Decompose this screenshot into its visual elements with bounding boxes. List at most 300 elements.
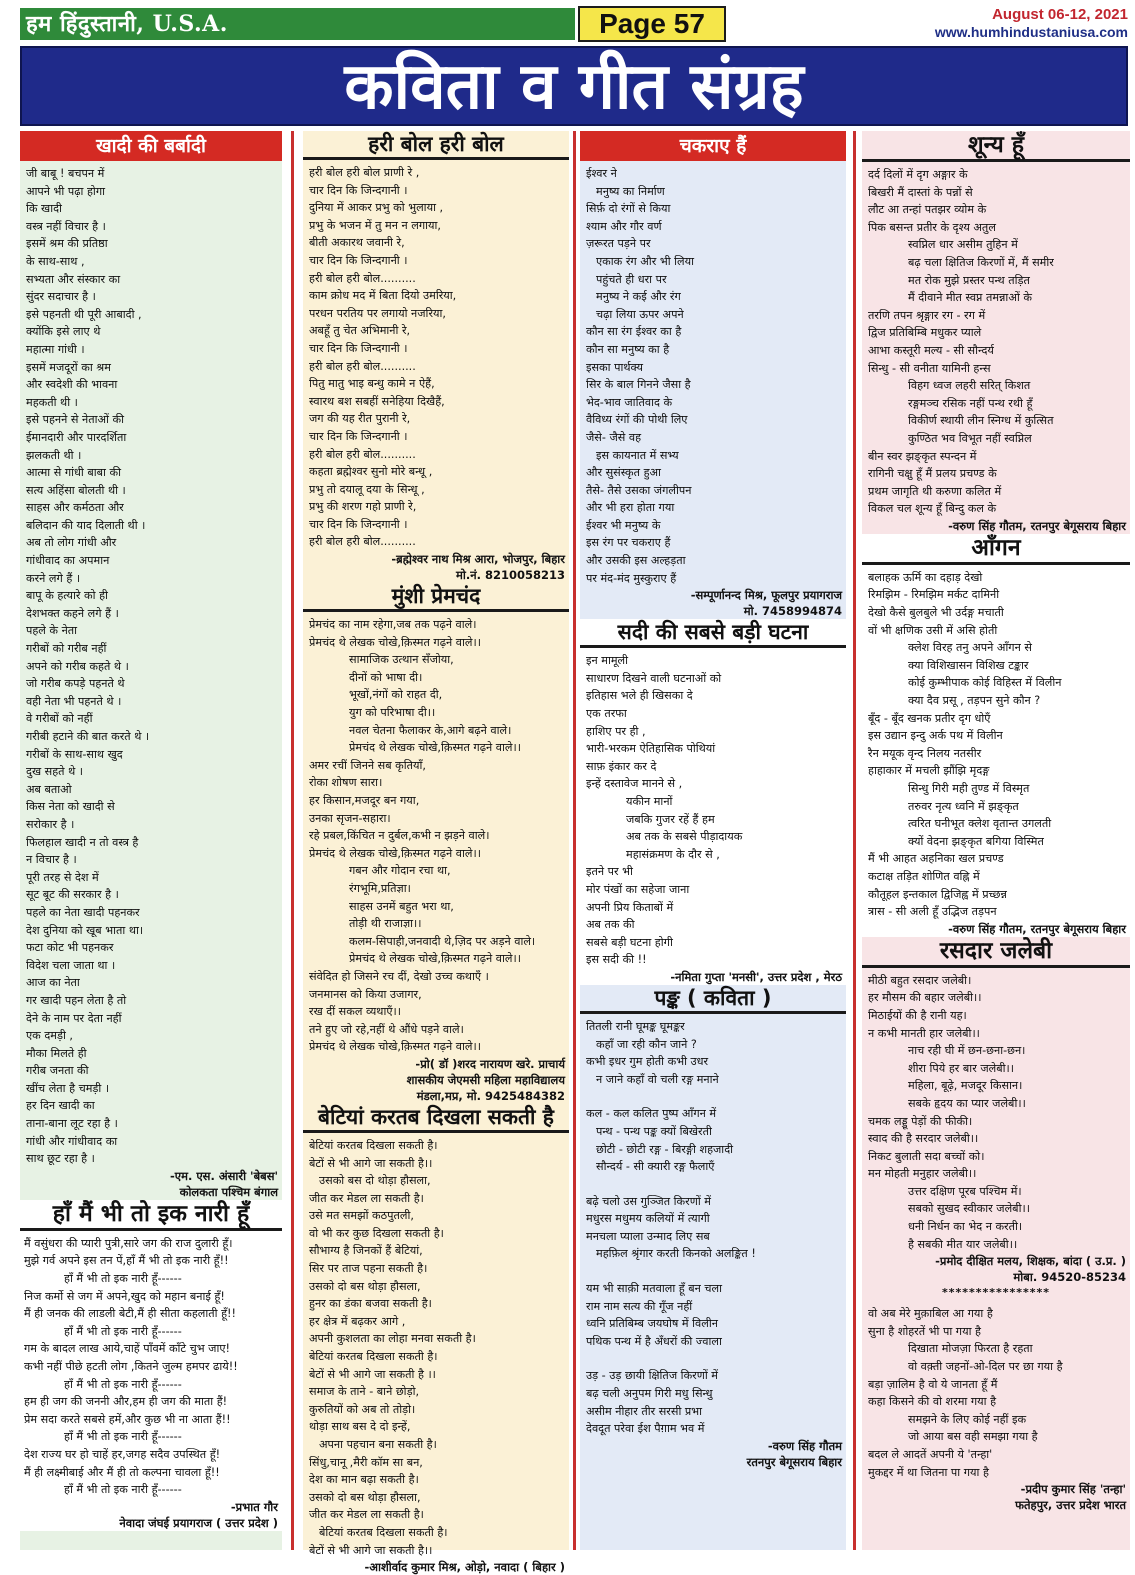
poem-line: जो गरीब कपड़े पहनते थे (26, 677, 125, 691)
poem-line: चार दिन कि जिन्दगानी । (309, 253, 408, 267)
poem-title: शून्य हूँ (862, 131, 1130, 162)
poem-line: पिक बसन्त प्रतीर के दृश्य अतुल (868, 220, 996, 234)
poem-line: बीन स्वर झङ्कृत स्पन्दन में (868, 449, 977, 463)
poem-author: -एम. एस. अंसारी 'बेबस' (169, 1168, 278, 1183)
poem-line: क्या विशिखासन विशिख टङ्कार (908, 658, 1029, 672)
poem-line: बेटियां करतब दिखला सकती है। (309, 1350, 438, 1364)
poem-line: झलकती थी । (26, 448, 82, 462)
poem-line: मीठी बहुत रसदार जलेबी। (868, 973, 972, 987)
poem-line: बड़ा ज़ालिम है वो ये जानता हूँ मैं (868, 1377, 998, 1391)
poem-line: बेटों से भी आगे जा सकती है।। (309, 1156, 433, 1170)
poem-author: -प्रदीप कुमार सिंह 'तन्हा' (1020, 1482, 1126, 1497)
poem-line: देश का मान बढ़ा सकती है। (309, 1473, 419, 1487)
poem-line: मन मोहती मनुहार जलेबी।। (868, 1167, 977, 1181)
poem-line: बढ़ चली अनुपम गिरी मधु सिन्धु (586, 1387, 713, 1401)
poem-line: सरोकार है । (26, 817, 75, 831)
poem-author-institution: शासकीय जेएमसी महिला महाविद्यालय (406, 1072, 565, 1087)
poem-line: स्वप्निल धार असीम तुहिन में (908, 238, 1018, 252)
poem-line: चार दिन कि जिन्दगानी । (309, 183, 408, 197)
poem-line: इस कायनात में सभ्य (596, 448, 679, 462)
poem-author: -आशीर्वाद कुमार मिश्र, ओड़ो, नवादा ( बिहार ) (364, 1560, 565, 1575)
poem-line: प्रेमचंद थे लेखक चोखे,क़िस्मत गढ़ने वाले।। (349, 741, 521, 755)
poem-line: सौन्दर्य - सी क्यारी रङ्ग फैलाएँ (596, 1160, 715, 1174)
poem-line: किस नेता को खादी से (26, 800, 115, 814)
poem-line: क्यों वेदना झङ्कृत बगिया विस्मित (908, 834, 1044, 848)
poem-line: जीत कर मेडल ला सकती है। (309, 1508, 424, 1522)
poem-line: रैन मयूक वृन्द निलय नतसीर (868, 746, 982, 760)
poem-line: ईश्वर ने (586, 167, 617, 180)
poem-line: बूँद - बूँद खनक प्रतीर दृग धोएँ (868, 711, 991, 725)
poem-line: ताना-बाना लूट रहा है । (26, 1117, 118, 1131)
poem-line: मनचला प्याला उन्माद लिए सब (586, 1229, 710, 1243)
poem-line: इसे पहनने से नेताओं की (26, 413, 124, 427)
poem-line: देवदूत परेवा ईश पैग़ाम भव में (586, 1422, 705, 1436)
poem-line: जीत कर मेडल ला सकती है। (309, 1191, 424, 1205)
poem-line: एक दमड़ी , (26, 1029, 73, 1043)
poem-line: दीनों को भाषा दी। (349, 670, 423, 684)
poem-line: कौन सा रंग ईश्वर का है (586, 325, 682, 339)
poem-line: कटाक्ष तड़ित शोणित वह्नि में (868, 869, 980, 883)
poem-line: प्रेमचंद थे लेखक चोखे,क़िस्मत गढ़ने वाले।। (309, 1040, 481, 1054)
poem-line: प्रभु तो दयालू दया के सिन्धू , (309, 482, 425, 496)
poem-line: अपनी कुशलता का लोहा मनवा सकती है। (309, 1332, 476, 1346)
poem-line: मैं ही लक्ष्मीबाई और मैं ही तो कल्पना चावला हूँ!! (24, 1465, 220, 1479)
poem-author: -नमिता गुप्ता 'मनसी', उत्तर प्रदेश , मेरठ (580, 969, 846, 985)
poem-line: वैविध्य रंगों की पोथी लिए (586, 413, 688, 427)
website-link[interactable]: www.humhindustaniusa.com (934, 24, 1128, 40)
poem-line: अब तक के सबसे पीड़ादायक (626, 830, 743, 844)
poem-line: काम क्रोध मद में बिता दियो उमरिया, (309, 289, 457, 303)
poem-line: पथिक पन्थ में है अँधरों की ज्वाला (586, 1334, 722, 1348)
poem-line: भूखों,नंगों को राहत दी, (349, 688, 443, 702)
poem-line: मौका मिलते ही (26, 1046, 87, 1060)
poem-line: मुझे गर्व अपने इस तन पें,हाँ मैं भी तो इक नारी हूँ!! (24, 1254, 229, 1268)
poem-line: चार दिन कि जिन्दगानी । (309, 429, 408, 443)
poem-line: कहता ब्रह्मेश्वर सुनो मोरे बन्धू , (309, 465, 433, 479)
poem-line: बलिदान की याद दिलाती थी । (26, 518, 146, 532)
poem-line: अब तक की (586, 918, 635, 932)
poem-line: विकल चल शून्य हूँ बिन्दु कल के (868, 502, 997, 516)
poem-line: कभी नहीं पीछे हटती लोग ,कितने जुल्म हमपर ढाये!! (24, 1360, 238, 1373)
poem-line: गांधीवाद का अपमान (26, 554, 110, 568)
poem-line: महफ़िल श्रृंगार करती किनको अलङ्कित ! (596, 1247, 756, 1261)
poem-line: तितली रानी घूमङ्क घूमङ्कर (586, 1019, 685, 1033)
poem-line: कभी इधर गुम होती कभी उधर (586, 1055, 709, 1069)
poem-line: गबन और गोदान रचा था, (349, 864, 451, 878)
poem-title: बेटियां करतब दिखला सकती है (303, 1104, 569, 1133)
poem-line: तैसे- तैसे उसका जंगलीपन (586, 483, 692, 497)
poem-line: क्या दैव प्रसू , तड़पन सुने कौन ? (908, 694, 1041, 708)
poem-line: न कभी मानती हार जलेबी।। (868, 1026, 980, 1040)
poem-body (580, 648, 846, 969)
poem-line: गरीबी हटाने की बात करते थे । (26, 730, 150, 743)
poem-line: गरीबों के साथ-साथ खुद (26, 747, 123, 761)
poem-line: इसका पार्थक्य (586, 360, 643, 374)
poem-line: महासंक्रमण के दौर से , (626, 847, 720, 861)
poem-line: विहग ध्वज लहरी सरित् किशत (908, 379, 1031, 393)
poem-line: मुकद्दर में था जितना पा गया है (868, 1465, 989, 1479)
poem-line: भारी-भरकम ऐतिहासिक पोथियां (586, 742, 716, 756)
poem-line: अपनी प्रिय किताबों में (586, 900, 674, 914)
section-banner-title: कविता व गीत संग्रह (20, 46, 1128, 126)
poem-line: समाज के ताने - बाने छोड़ो, (309, 1385, 420, 1399)
poem-line: युग को परिभाषा दी।। (349, 706, 436, 720)
poem-line: कि खादी (26, 202, 62, 216)
poem-line: दिखाता मोजज़ा फिरता है रहता (908, 1342, 1033, 1356)
poem-line: आत्मा से गांधी बाबा की (26, 466, 121, 480)
poem-line: पन्थ - पन्थ पङ्क क्यों बिखेरती (596, 1124, 712, 1138)
poem-line: इसे पहनती थी पूरी आबादी , (26, 307, 142, 321)
poem-author-mobile: मोबा. 94520-85234 (1013, 1270, 1126, 1285)
poem-line: सिन्धु - सी वनीता यामिनी हन्स (868, 361, 991, 375)
poem-line: बलाहक ऊर्मि का दहाड़ देखो (868, 570, 983, 584)
poem-line: हरी बोल हरी बोल.......... (309, 271, 416, 285)
poem-line: इन मामूली (586, 654, 629, 668)
poem-line: मनुष्य ने कई और रंग (596, 290, 681, 304)
poem-line: निज कर्मो से जग में अपने,खुद को महान बनाई हूँ! (24, 1289, 225, 1303)
poem-line: बदल ले आदतें अपनी ये 'तन्हा' (868, 1448, 993, 1461)
poem-line: प्रभु की शरण गहो प्राणी रे, (309, 500, 417, 514)
poem-line: विकीर्ण स्थायी लीन स्निग्ध में कुत्सित (908, 414, 1054, 428)
poem-line: अब तो लोग गांधी और (26, 536, 117, 550)
poem-line: समझने के लिए कोई नहीं इक (908, 1412, 1027, 1426)
poem-body (580, 161, 846, 587)
poem-line: चमक लड्डू पेड़ों की फीकी। (868, 1114, 973, 1128)
poem-line: ज़रूरत पड़ने पर (586, 237, 651, 251)
poem-line: बापू के हत्यारे को ही (26, 589, 108, 603)
poem-line: पहले के नेता (26, 624, 78, 638)
poem-line: जनमानस को किया उजागर, (309, 987, 422, 1001)
poem-title: मुंशी प्रेमचंद (303, 583, 569, 612)
poem-line: स्वारथ बश सबहीं सनेहिया दिखैहैं, (309, 394, 445, 408)
poem-line: मोर पंखों का सहेजा जाना (586, 882, 690, 896)
poem-line: चढ़ा लिया ऊपर अपने (596, 307, 684, 321)
newspaper-brand: हम हिंदुस्तानी, U.S.A. (20, 8, 575, 40)
poem-line: प्रेमचंद थे लेखक चोखे,क़िस्मत गढ़ने वाले।। (309, 635, 481, 649)
poem-line: प्रथम जागृति थी करुणा कलित में (868, 484, 1002, 498)
poem-line: चार दिन कि जिन्दगानी । (309, 517, 408, 531)
poem-line: सुना है शोहरतें भी पा गया है (868, 1324, 981, 1338)
poem-line: रख दीं सकल व्यथाएँ।। (309, 1005, 402, 1019)
poem-line: सामाजिक उत्थान सँजोया, (349, 653, 454, 667)
poem-line: रङ्गमञ्च रसिक नहीं पन्थ रथी हूँ (908, 396, 1033, 410)
poem-line: उसको दो बस थोड़ा हौसला, (309, 1279, 421, 1293)
poem-line: हम ही जग की जननी और,हम ही जग की माता हैं! (24, 1395, 228, 1409)
poem-title: खादी की बर्बादी (20, 131, 282, 161)
poem-line: कुरुतियों को अब तो तोड़ो। (309, 1402, 416, 1416)
poem-line: मैं ही जनक की लाडली बेटी,मैं ही सीता कहलाती हूँ!! (24, 1307, 237, 1321)
poem-line: हाँ मैं भी तो इक नारी हूँ------ (64, 1430, 182, 1444)
poem-line: सिन्धु गिरी मही तुण्ड में विस्मृत (908, 782, 1030, 795)
poem-line: बेटों से भी आगे जा सकती है।। (309, 1543, 433, 1557)
poem-line: है सबकी मीत यार जलेबी।। (908, 1237, 1018, 1251)
poem-line: रहे प्रबल,किंचित न दुर्बल,कभी न झड़ने वाले। (309, 829, 490, 843)
poem-line: बेटियां करतब दिखला सकती है। (319, 1525, 448, 1539)
poem-title: सदी की सबसे बड़ी घटना (580, 619, 846, 648)
poem-line: कौन सा मनुष्य का है (586, 342, 670, 356)
poem-line: हरी बोल हरी बोल.......... (309, 447, 416, 461)
poem-line: धनी निर्धन का भेद न करती। (908, 1220, 1023, 1234)
poem-line: गरीब जनता की (26, 1064, 89, 1078)
poem-line: कलम-सिपाही,जनवादी थे,ज़िद पर अड़ने वाले। (349, 934, 536, 948)
poem-line: रोका शोषण सारा। (309, 776, 383, 790)
poem-line: असीम नीहार तीर सरसी प्रभा (586, 1404, 703, 1418)
poem-author: -प्रभात गौर (20, 1499, 282, 1515)
poem-body (862, 565, 1130, 921)
poem-line: न जाने कहाँ वो चली रङ्ग मनाने (596, 1072, 719, 1086)
poem-line: अपने को गरीब कहते थे । (26, 659, 129, 673)
poem-line: ईश्वर भी मनुष्य के (586, 518, 661, 532)
poem-line: सबके हृदय का प्यार जलेबी।। (908, 1096, 1026, 1110)
poem-line: मत रोक मुझे प्रस्तर पन्थ तड़ित (908, 273, 1030, 287)
poem-line: और सुसंस्कृत हुआ (586, 466, 661, 480)
poem-line: देखो कैसे बुलबुले भी उर्दङ्ग मचाती (868, 606, 1004, 620)
column-divider (853, 131, 856, 1550)
poem-line (586, 1263, 840, 1280)
poem-author-mobile: मो.नं. 8210058213 (456, 568, 565, 583)
poem-line: वो अब मेरे मुक़ाबिल आ गया है (868, 1307, 993, 1321)
poem-author: -ब्रह्मेश्वर नाथ मिश्र आरा, भोजपुर, बिहार (391, 552, 565, 567)
poem-line: साहस और कर्मठता और (26, 501, 124, 515)
poem-author-place: फतेहपुर, उत्तर प्रदेश भारत (1015, 1498, 1126, 1513)
poem-line: महकती थी । (26, 395, 78, 409)
poem-body (303, 160, 569, 551)
poem-line: प्रभु के भजन में तु मन न लगाया, (309, 218, 441, 232)
page-number: Page 57 (578, 6, 726, 42)
issue-date: August 06-12, 2021 (992, 6, 1128, 23)
poem-line: अमर रचीं जिनने सब कृतियाँ, (309, 758, 426, 772)
poem-line: हर क्षेत्र में बढ़कर आगे , (309, 1314, 406, 1328)
poem-line: त्वरित घनीभूत क्लेश वृतान्त उगलती (908, 817, 1052, 831)
poem-author: -प्रमोद दीक्षित मलय, शिक्षक, बांदा ( उ.प्र. ) (935, 1254, 1126, 1269)
poem-line: स्वाद की है सरदार जलेबी।। (868, 1132, 979, 1146)
poem-line: इसमें मजदूरों का श्रम (26, 360, 111, 374)
poem-line: कुण्ठित भव विभूत नहीं स्वप्निल (908, 431, 1032, 445)
poem-line: सिर के बाल गिनने जैसा है (586, 378, 691, 392)
poem-line: उड़ - उड़ छायी क्षितिज किरणों में (586, 1369, 718, 1383)
column-divider (291, 131, 294, 1550)
poem-line: कहा किसने की वो शरमा गया है (868, 1395, 997, 1409)
poem-line: सिंधु,चानू ,मैरी कॉम सा बन, (309, 1455, 423, 1469)
poem-line: पहुंचते ही धरा पर (596, 272, 667, 286)
poem-author: -प्रो( डॉ )शरद नारायण खरे. प्राचार्य (415, 1056, 565, 1071)
poem-line (586, 1350, 840, 1367)
poem-line: जबकि गुजर रहें हैं हम (626, 812, 715, 826)
poem-line (586, 1176, 840, 1193)
poem-author-place: मंडला,मप्र, मो. 9425484382 (416, 1088, 565, 1103)
poem-line: वे गरीबों को नहीं (26, 712, 93, 726)
poem-line: जैसे- जैसे वह (586, 430, 642, 444)
poem-line: उसको दो बस थोड़ा हौसला, (309, 1490, 421, 1504)
poem-line: एकाक रंग और भी लिया (596, 254, 695, 268)
poem-line: सुंदर सदाचार है । (26, 290, 96, 304)
poem-line: आभा कस्तूरी मल्य - सी सौन्दर्य (868, 343, 994, 357)
poem-line: वो भी कर कुछ दिखला सकती है। (309, 1226, 444, 1240)
column-4 (862, 131, 1130, 1550)
poem-line: क्लेश विरह तनु अपने आँगन से (908, 641, 1032, 655)
poem-line: न विचार है । (26, 853, 77, 867)
poem-line: के साथ-साथ , (26, 254, 85, 268)
poem-line: थोड़ा साथ बस दे दो इन्हें, (309, 1420, 411, 1434)
poem-line: अपना पहचान बना सकती है। (319, 1438, 437, 1451)
poem-line: राम नाम सत्य की गूँज नहीं (586, 1299, 693, 1313)
poem-line: बढ़ चला क्षितिज किरणों में, मैं समीर (908, 255, 1054, 269)
poem-line: बेटियां करतब दिखला सकती है। (309, 1138, 438, 1152)
poem-line: पहले का नेता खादी पहनकर (26, 905, 140, 919)
poem-line (586, 1088, 840, 1105)
poem-line: प्रेमचंद थे लेखक चोखे,क़िस्मत गढ़ने वाले।। (349, 952, 521, 966)
poem-line: प्रेमचंद थे लेखक चोखे,क़िस्मत गढ़ने वाले।। (309, 846, 481, 860)
poem-line: हाँ मैं भी तो इक नारी हूँ------ (64, 1324, 182, 1338)
poem-line: उत्तर दक्षिण पूरब पश्चिम में। (908, 1184, 1022, 1198)
poem-body (20, 1231, 282, 1499)
poem-line: तरुवर नृत्य ध्वनि में झङ्कृत (908, 799, 1019, 813)
poem-line: गम के बादल लाख आये,चाहें पाँवमें काँटे चुभ जाए! (24, 1342, 231, 1356)
poem-line: और स्वदेशी की भावना (26, 378, 118, 392)
poem-line: हरी बोल हरी बोल.......... (309, 535, 416, 549)
poem-line: मैं दीवाने मीत स्वप्न तमन्नाओं के (908, 291, 1032, 305)
poem-line: द्विज प्रतिबिम्बि मधुकर प्याले (868, 326, 982, 340)
poem-line: सबको सुखद स्वीकार जलेबी।। (908, 1202, 1030, 1216)
poem-line: बेटों से भी आगे जा सकती है ।। (309, 1367, 436, 1381)
poem-line: जो आया बस वही समझा गया है (908, 1430, 1038, 1444)
poem-line: फटा कोट भी पहनकर (26, 941, 114, 955)
poem-line: शीरा पिये हर बार जलेबी।। (908, 1061, 1014, 1075)
poem-line: तने हुए जो रहे,नहीं थे औंधे पड़ने वाले। (309, 1022, 464, 1036)
column-2 (303, 131, 569, 1575)
poem-line: इस सदी की !! (586, 953, 647, 967)
poem-line: सिर पर ताज पहना सकती है। (309, 1262, 428, 1276)
poem-body (862, 968, 1130, 1254)
poem-body (303, 1133, 569, 1559)
poem-line: साथ छूट रहा है । (26, 1152, 95, 1166)
poem-line: बीती अकारथ जवानी रे, (309, 236, 405, 250)
poem-line: जग की यह रीत पुरानी रे, (309, 412, 411, 426)
poem-line: इस उद्यान इन्दु अर्क पथ में विलीन (868, 729, 1003, 743)
column-divider (573, 131, 576, 1550)
poem-line: मिठाईयों की है रानी यह। (868, 1008, 967, 1022)
poem-line: हाँ मैं भी तो इक नारी हूँ------ (64, 1272, 182, 1286)
poem-line: दुनिया में आकर प्रभु को भुलाया , (309, 201, 444, 215)
poem-line: खींच लेता है चमड़ी । (26, 1081, 110, 1095)
poem-line: मैं भी आहत अहनिका खल प्रचण्ड (868, 852, 1004, 866)
poem-line: हरी बोल हरी बोल प्राणी रे , (309, 166, 420, 179)
poem-line: हरी बोल हरी बोल.......... (309, 359, 416, 373)
poem-title: रसदार जलेबी (862, 937, 1130, 968)
poem-line: प्रेम सदा करते सबसे हमें,और कुछ भी ना आता हैं!! (24, 1412, 231, 1426)
poem-author-place: नेवादा जंघई प्रयागराज ( उत्तर प्रदेश ) (20, 1515, 282, 1531)
poem-line: करने लगे हैं । (26, 571, 81, 585)
poem-title: आँगन (862, 534, 1130, 565)
poem-line: निकट बुलाती सदा बच्चों को। (868, 1149, 985, 1163)
poem-line: क्योंकि इसे लाए थे (26, 325, 101, 339)
poem-line: पूरी तरह से देश में (26, 870, 99, 884)
poem-line: हाहाकार में मचली झौंझि मृदङ्ग (868, 764, 990, 778)
poem-line: कल - कल कलित पुष्प आँगन में (586, 1107, 717, 1121)
poem-line: यकीन मानों (626, 795, 673, 808)
poem-line: प्रेमचंद का नाम रहेगा,जब तक पढ़ने वाले। (309, 618, 477, 632)
poem-line: उसको बस दो थोड़ा हौसला, (319, 1174, 431, 1188)
poem-line: ईमानदारी और पारदर्शिता (26, 430, 127, 444)
poem-line: अब बताओ (26, 782, 72, 796)
column-1 (20, 131, 282, 1550)
poem-line: वों भी क्षणिक उसी में असि होती (868, 623, 998, 637)
poem-line: परधन परतिय पर लगायो नजरिया, (309, 306, 446, 320)
poem-title: हाँ मैं भी तो इक नारी हूँ (20, 1200, 282, 1231)
poem-line: महिला, बूढ़े, मजदूर किसान। (908, 1079, 1023, 1093)
poem-line: इतने पर भी (586, 865, 633, 879)
poem-line: बिखरी मैं दास्तां के पन्नों से (868, 185, 973, 199)
poem-author-mobile: मो. 7458994874 (743, 604, 842, 619)
poem-line: साहस उनमें बहुत भरा था, (349, 899, 454, 913)
column-3 (580, 131, 846, 1550)
poem-line: सौभाग्य है जिनकों हैं बेटियां, (309, 1244, 423, 1258)
poem-line: मनुष्य का निर्माण (596, 184, 665, 198)
poem-line: इतिहास भले ही खिसका दे (586, 689, 693, 703)
poem-line: उनका सृजन-सहारा। (309, 811, 391, 825)
poem-line: कोई कुम्भीपाक कोई विहिस्त में विलीन (908, 676, 1062, 690)
poem-author-place: रतनपुर बेगूसराय बिहार (746, 1454, 842, 1469)
poem-line: दुख सहते थे । (26, 765, 84, 779)
page-header (20, 4, 1128, 42)
poem-line: आज का नेता (26, 976, 80, 990)
poem-line: नाच रही घी में छन-छना-छन। (908, 1044, 1026, 1058)
poem-author-place: कोलकता पश्चिम बंगाल (179, 1184, 278, 1199)
poem-line: सूट बूट की सरकार है । (26, 888, 119, 902)
poem-line: देने के नाम पर देता नहीं (26, 1011, 122, 1025)
poem-line: फिलहाल खादी न तो वस्त्र है (26, 835, 139, 849)
poem-body (580, 1014, 846, 1438)
poem-line: रिमझिम - रिमझिम मर्कट दामिनी (868, 588, 1000, 602)
poem-line: त्रास - सी अली हूँ उद्भिज तड़पन (868, 905, 997, 919)
poem-line: गर खादी पहन लेता है तो (26, 993, 127, 1007)
poem-line: पर मंद-मंद मुस्कुराए हैं (586, 571, 677, 585)
poem-line: हर किसान,मजदूर बन गया, (309, 794, 420, 807)
poem-line: उसे मत समझों कठपुतली, (309, 1209, 414, 1223)
poem-line: श्याम और गौर वर्ण (586, 219, 662, 233)
poem-line: यम भी साक़ी मतवाला हूँ बन चला (586, 1282, 723, 1296)
poem-line: हाँ मैं भी तो इक नारी हूँ------ (64, 1483, 182, 1497)
poem-line: कहाँ जा रही कौन जाने ? (596, 1037, 697, 1051)
poem-line: साफ़ इंकार कर दे (586, 759, 657, 773)
poem-title: पङ्क ( कविता ) (580, 985, 846, 1014)
poem-line: विदेश चला जाता था । (26, 958, 116, 972)
poem-body (862, 162, 1130, 518)
poem-line: कौतूहल इन्तकाल द्विजिह्व में प्रच्छन्न (868, 887, 1007, 901)
poem-line: तरणि तपन श्रृङ्गार रग - रग में (868, 308, 986, 322)
poem-line: और भी हरा होता गया (586, 501, 675, 515)
poem-line: इसमें श्रम की प्रतिष्ठा (26, 237, 108, 251)
poem-line: गांधी और गांधीवाद का (26, 1134, 118, 1148)
poem-title: चकराए हैं (580, 131, 846, 161)
poem-line: संवेदित हो जिसने रच दीं, देखो उच्च कथाएँ । (309, 969, 489, 983)
poem-author: -सम्पूर्णानन्द मिश्र, फूलपुर प्रयागराज (690, 588, 842, 603)
poem-line: भेद-भाव जातिवाद के (586, 395, 673, 409)
poem-line: देशभक्त कहने लगे हैं । (26, 606, 119, 620)
section-divider-stars: **************** (941, 1286, 1051, 1300)
poem-line: सिर्फ़ दो रंगों से किया (586, 202, 671, 216)
poem-line: देश दुनिया को खूब भाता था। (26, 923, 144, 937)
poem-author: -वरुण सिंह गौतम, रतनपुर बेगूसराय बिहार (862, 921, 1130, 937)
poem-author: -वरुण सिंह गौतम (767, 1438, 842, 1453)
poem-line: देश राज्य घर हो चाहें हर,जगह सदैव उपस्थित हूँ! (24, 1447, 221, 1461)
poem-line: इन्हें दस्तावेज मानने से , (586, 777, 683, 791)
poem-line: सत्य अहिंसा बोलती थी । (26, 483, 126, 497)
poem-line: वही नेता भी पहनते थे । (26, 694, 122, 708)
poem-line: दर्द दिलों में दृग अङ्गार के (868, 168, 968, 181)
poem-body (20, 161, 282, 1168)
poem-line: मधुरस मधुमय कलियों में त्यागी (586, 1212, 710, 1226)
